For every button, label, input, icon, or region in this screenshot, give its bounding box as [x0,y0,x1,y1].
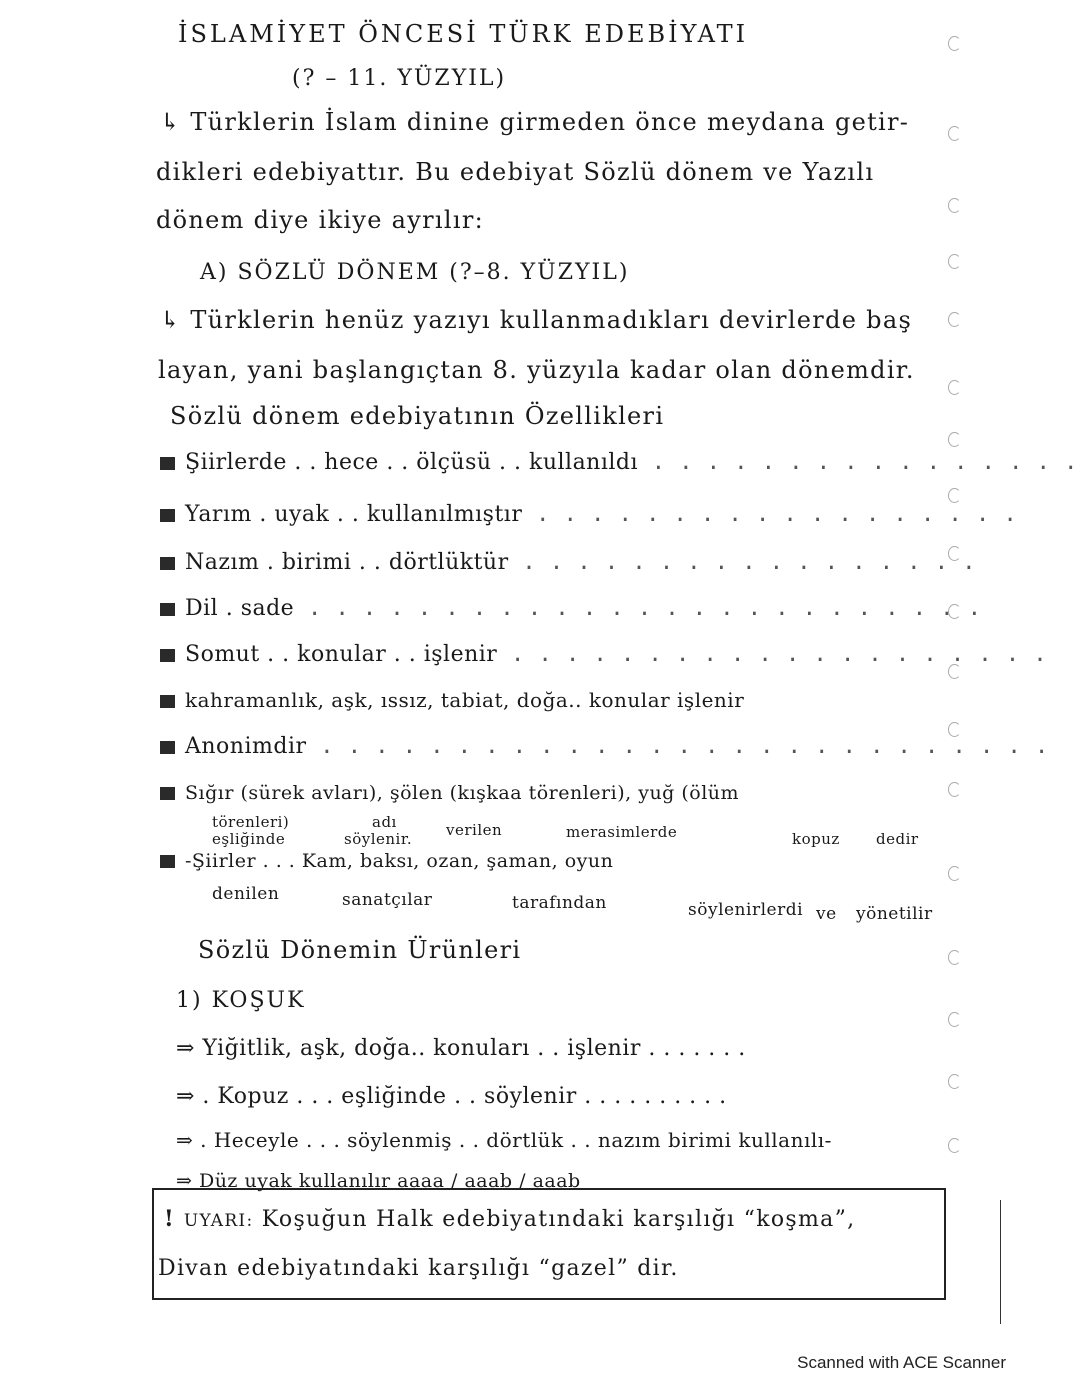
bullet-mark [160,557,175,570]
feature-dots: . . . . . . . . . . . . . . . . [638,450,1078,475]
feature-sub-word: dedir [876,830,919,848]
binding-ring-icon [948,604,961,619]
binding-ring-icon [948,432,961,447]
binding-ring-icon [948,664,961,679]
intro-line-1: ↳ Türklerin İslam dinine girmeden önce meydana getir- [160,108,910,136]
feature-sub-word: ve [816,904,837,924]
warning-icon: ! [164,1206,184,1232]
binding-ring-icon [948,198,961,213]
feature-text: Somut . . konular . . işlenir [185,642,498,667]
feature-text: Nazım . birimi . . dörtlüktür [185,550,509,575]
binding-ring-icon [948,1138,961,1153]
feature-item [160,736,1049,758]
bullet-mark [160,603,175,616]
feature-sub-word: adı [372,813,397,831]
intro-line-3: dönem diye ikiye ayrılır: [156,206,484,234]
intro-line-2: dikleri edebiyattır. Bu edebiyat Sözlü dönem ve Yazılı [156,158,875,186]
feature-sub-word: törenleri) [212,813,290,831]
feature-sub-word: verilen [446,821,503,839]
section-a-line-1: ↳ Türklerin henüz yazıyı kullanmadıkları devirlerde baş [160,306,913,334]
binding-ring-icon [948,782,961,797]
binding-ring-icon [948,866,961,881]
binding-ring-icon [948,126,961,141]
page-title: İSLAMİYET ÖNCESİ TÜRK EDEBİYATI [178,20,749,48]
feature-sub-word: eşliğinde [212,830,286,848]
feature-text: Anonimdir [185,734,307,759]
koşuk-heading: 1) KOŞUK [176,988,306,1013]
feature-item [160,852,613,871]
feature-dots: . . . . . . . . . . . . . . . . . . . . [497,642,1048,667]
feature-sub-word: söylenirlerdi [688,900,804,920]
feature-item [160,784,739,803]
bullet-mark [160,787,175,800]
section-a-heading: A) SÖZLÜ DÖNEM (?–8. YÜZYIL) [200,260,630,285]
feature-dots: . . . . . . . . . . . . . . . . . . [522,502,1018,527]
warning-line-2: Divan edebiyatındaki karşılığı “gazel” dir. [158,1256,679,1281]
feature-item [160,552,976,574]
feature-sub-word: denilen [212,884,280,904]
koşuk-item: ⇒ . Heceyle . . . söylenmiş . . dörtlük . . nazım birimi kullanılı- [176,1128,832,1152]
feature-sub-word: sanatçılar [342,890,433,910]
feature-dots: . . . . . . . . . . . . . . . . . [508,550,976,575]
feature-sub-word: söylenir. [344,830,413,848]
feature-dots: . . . . . . . . . . . . . . . . . . . . . . . . . . . [306,734,1049,759]
feature-item [160,504,1017,526]
warning-text-1: Koşuğun Halk edebiyatındaki karşılığı “koşma”, [261,1207,856,1232]
koşuk-item: ⇒ Düz uyak kullanılır aaaa / aaab / aaab [176,1170,581,1192]
feature-text: kahramanlık, aşk, ıssız, tabiat, doğa.. konular işlenir [185,688,745,712]
products-heading: Sözlü Dönemin Ürünleri [198,936,522,964]
binding-ring-icon [948,380,961,395]
bullet-mark [160,649,175,662]
binding-ring-icon [948,1074,961,1089]
binding-ring-icon [948,722,961,737]
koşuk-item: ⇒ Yiğitlik, aşk, doğa.. konuları . . işlenir . . . . . . . [176,1036,746,1061]
page-edge-line [1000,1200,1001,1324]
bullet-mark [160,695,175,708]
feature-item [160,598,981,620]
feature-sub-word: yönetilir [856,904,933,924]
scanner-footer: Scanned with ACE Scanner [797,1353,1006,1372]
section-a-line-2: layan, yani başlangıçtan 8. yüzyıla kadar olan dönemdir. [158,356,915,384]
warning-label: UYARI: [183,1211,254,1231]
feature-text: Yarım . uyak . . kullanılmıştır [185,502,523,527]
feature-text: Dil . sade [185,596,295,621]
feature-text: Şiirlerde . . hece . . ölçüsü . . kullanıldı [185,450,639,475]
feature-sub-word: kopuz [792,830,840,848]
warning-line-1 [164,1208,855,1231]
binding-ring-icon [948,254,961,269]
binding-ring-icon [948,488,961,503]
binding-ring-icon [948,546,961,561]
bullet-mark [160,741,175,754]
feature-item [160,690,744,710]
binding-ring-icon [948,1012,961,1027]
feature-dots: . . . . . . . . . . . . . . . . . . . . . . . . . [294,596,982,621]
feature-item [160,452,1078,474]
feature-text: Sığır (sürek avları), şölen (kışkaa törenleri), yuğ (ölüm [185,782,740,804]
binding-ring-icon [948,36,961,51]
feature-sub-word: tarafından [512,893,607,913]
binding-ring-icon [948,312,961,327]
bullet-mark [160,855,175,868]
bullet-mark [160,509,175,522]
page-subtitle: (? – 11. YÜZYIL) [292,66,507,91]
warning-box [152,1188,946,1300]
feature-item [160,644,1047,666]
feature-text: -Şiirler . . . Kam, baksı, ozan, şaman, oyun [185,850,614,872]
koşuk-item: ⇒ . Kopuz . . . eşliğinde . . söylenir . . . . . . . . . . [176,1084,727,1109]
binding-ring-icon [948,950,961,965]
bullet-mark [160,457,175,470]
feature-sub-word: merasimlerde [566,823,678,841]
section-a-line-3: Sözlü dönem edebiyatının Özellikleri [170,402,665,430]
